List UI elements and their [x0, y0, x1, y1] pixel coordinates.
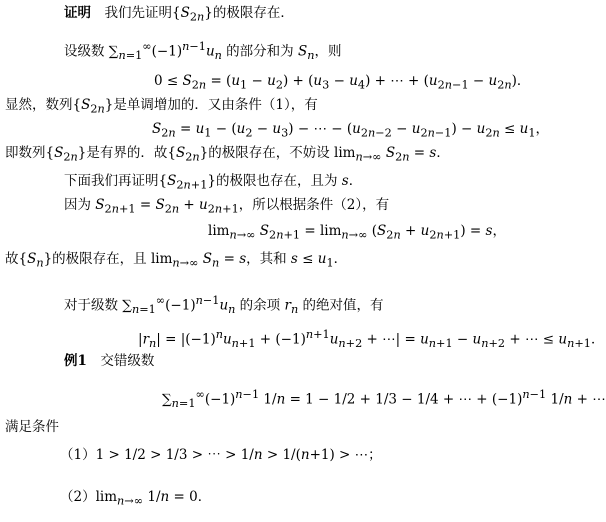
condition-2: $(2)\lim_{n\to\infty}$ 1/n = 0．: [60, 489, 212, 508]
bounded-line: 即数列$\{S_{2n}\}$是有界的．故$\{S_{2n}\}$的极限存在，不妨设 $\lim_{n\to\infty} S_{2n} = s$．: [5, 145, 450, 164]
satisfies-line: 满足条件: [5, 419, 59, 435]
example-heading: 例1 交错级数: [64, 353, 155, 369]
limit-odd-equation: $\lim_{n\to\infty} S_{2n+1} = \lim_{n\to\infty} (S_{2n} + u_{2n+1}) = s$，: [208, 223, 506, 242]
odd-subsequence-line: 下面我们再证明$\{S_{2n+1}\}$的极限也存在，且为 s．: [64, 173, 363, 192]
example-series-equation: $\sum_{n=1}^\infty(-1)^{n-1}$ 1/n = 1 − 1/2 + 1/3 − 1/4 + ⋯ + $(-1)^{n-1}$ 1/n + ⋯: [162, 388, 606, 411]
equation-s2n-upper: $S_{2n} = u_1 - (u_2 - u_3)$ − ⋯ − $(u_{2n-2} - u_{2n-1}) - u_{2n} \le u_1$，: [152, 121, 550, 140]
monotone-line: 显然，数列$\{S_{2n}\}$是单调增加的．又由条件（1），有: [5, 97, 318, 116]
proof-heading-line: 证明 我们先证明$\{S_{2n}\}$的极限存在．: [64, 5, 294, 24]
remainder-line: 对于级数 $\sum_{n=1}^\infty(-1)^{n-1}u_n$ 的余项 $r_n$ 的绝对值，有: [64, 294, 384, 317]
because-line: 因为 $S_{2n+1} = S_{2n} + u_{2n+1}$，所以根据条件（2），有: [64, 197, 390, 216]
remainder-equation: $|r_n| = |(-1)^nu_{n+1} + (-1)^{n+1}u_{n+2}$ + ⋯| = $u_{n+1} - u_{n+2}$ + ⋯ ≤ $u_{n+1}$．: [138, 328, 605, 351]
conclusion-line: 故$\{S_n\}$的极限存在，且 $\lim_{n\to\infty} S_n = s$，其和 $s \le u_1$．: [5, 251, 348, 270]
series-partial-sum-line: 设级数 $\sum_{n=1}^\infty(-1)^{n-1}u_n$ 的部分和为 $S_n$，则: [64, 40, 342, 63]
equation-s2n-lower: $0 \le S_{2n} = (u_1 - u_2) + (u_3 - u_4)$ + ⋯ + $(u_{2n-1} - u_{2n})$．: [154, 73, 531, 92]
condition-1: （1）1 > 1/2 > 1/3 > ⋯ > 1/n > 1/(n+1) > ⋯；: [60, 447, 382, 463]
